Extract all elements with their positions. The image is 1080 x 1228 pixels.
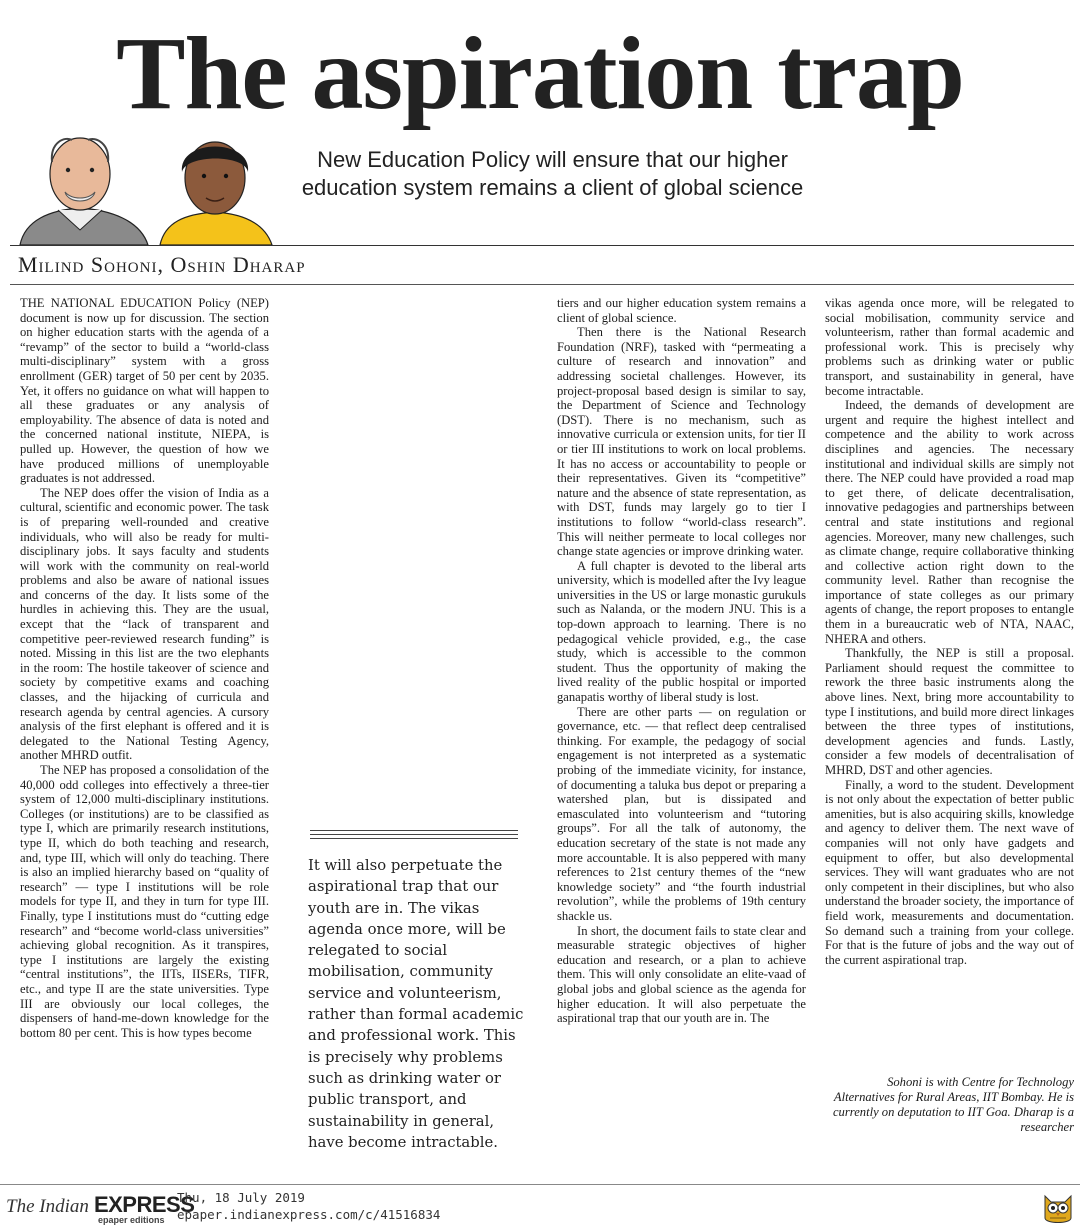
byline-rule	[10, 284, 1074, 285]
pullquote-rule	[310, 834, 518, 835]
paragraph: tiers and our higher education system remains a client of global science.	[557, 296, 806, 325]
paragraph: The NEP has proposed a consolidation of the 40,000 odd colleges into effectively a three-tier system of 12,000 multi-disciplinary institutions. Colleges (or institutions) are to be classified as type I, which are primarily research institutions, type II, which do both teaching and research, and, type III, which will only do teaching. There is also an implied hierarchy based on “quality of research” — type I institutions will be role models for type II, and they in turn for type III. Finally, type I institutions must do “cutting edge research” and “become world-class universities” achieving global recognition. As it transpires, type I institutions are largely the existing “central institutions”, the IITs, IISERs, TIFR, etc., and type II are the state universities. Type III are obviously our local colleges, the dispensers of hand-me-down knowledge for the bottom 80 per cent. This is how types become	[20, 763, 269, 1040]
paragraph: Indeed, the demands of development are urgent and require the highest intellect and competence and the ability to work across disciplines and agencies. The necessary institutional and individual skills are simply not there. The NEP could have provided a road map to get there, of delicate decentralisation, innovative pedagogies and partnerships between central and state institutions and regional agencies. Moreover, many new challenges, such as climate change, require collaborative thinking and collective action right down to the community level. Rather than recognise the importance of state colleges as our primary agents of change, the report proposes to entangle them in a bureaucratic web of NTA, NAAC, NHERA and others.	[825, 398, 1074, 646]
headline: The aspiration trap	[116, 16, 964, 131]
byline: Milind Sohoni, Oshin Dharap	[18, 252, 306, 277]
paragraph: The NEP does offer the vision of India as a cultural, scientific and economic power. The task is of preparing well-rounded and creative individuals, who will also be ready for multi-disciplinary jobs. It says faculty and students will work with the community on real-world problems and also be aware of national issues and concerns of the day. It lists some of the hurdles in achieving this. They are the usual, except that the “lack of transparent and competitive peer-reviewed research funding” is noted. Missing in this list are the two elephants in the room: The hostile takeover of science and society by competitive exams and coaching classes, and the hijacking of curricula and research agenda by central agencies. A cursory analysis of the first elephant is offered and it is delegated to the National Testing Agency, another MHRD outfit.	[20, 485, 269, 763]
paragraph: There are other parts — on regulation or governance, etc. — that reflect deep centralised thinking. For example, the pedagogy of social engagement is not interpreted as a systematic probing of the immediate vicinity, for instance, of documenting a taluka bus depot or preparing a watershed plan, but is dissipated and emasculated into volunteerism and “tutoring groups”. For all the talk of autonomy, the education secretary of the state is not made any more accountable. It is also peppered with many references to 21st century themes of the “new knowledge society” and “the fourth industrial revolution”, while the problems of 19th century shackle us.	[557, 704, 806, 923]
footer-url[interactable]: epaper.indianexpress.com/c/41516834	[177, 1207, 441, 1222]
paragraph: In short, the document fails to state clear and measurable strategic objectives of higher education and research, or a plan to achieve them. This will only consolidate an elite-vaad of global jobs and global science as the agenda for higher education. It will also perpetuate the aspirational trap that our youth are in. The	[557, 923, 806, 1026]
article-column-3	[557, 296, 806, 1142]
paragraph: A full chapter is devoted to the liberal arts university, which is modelled after the Ivy league universities in the US or large monastic gurukuls such as Nalanda, or the modern JNU. This is a top-down approach to learning. There is no pedagogical vehicle provided, e.g., the case study, which is accessible to the common student. Thus the opportunity of making the lived reality of the public hospital or imported ganapatis worthy of liberal study is lost.	[557, 558, 806, 705]
author-bio: Sohoni is with Centre for Technology Alternatives for Rural Areas, IIT Bombay. He is currently on deputation to IIT Goa. Dharap is a researcher	[832, 1075, 1074, 1134]
logo-the: The Indian	[6, 1196, 89, 1217]
footer-rule	[0, 1184, 1080, 1185]
paragraph: Thankfully, the NEP is still a proposal. Parliament should request the committee to rework the three basic instruments along the above lines. Next, bring more accountability to type I institutions, and build more direct linkages between the three types of institutions, development agencies and funds. Lastly, consider a few models of decentralisation of MHRD, DST and other agencies.	[825, 646, 1074, 777]
pull-quote: It will also perpetuate the aspirational trap that our youth are in. The vikas agenda once more, will be relegated to social mobilisation, community service and volunteerism, rather than formal academic and professional work. This is precisely why problems such as drinking water or public transport, and sustainability in general, have become intractable.	[308, 857, 524, 1151]
author-illustration	[10, 132, 275, 245]
pullquote-rule	[310, 830, 518, 831]
footer-date: Thu, 18 July 2019	[177, 1190, 305, 1205]
logo-express: EXPRESS	[93, 1192, 195, 1217]
indian-express-logo[interactable]	[6, 1192, 195, 1225]
paragraph: Then there is the National Research Foundation (NRF), tasked with “permeating a culture of research and innovation” and addressing societal challenges. However, its project-proposal based design is similar to say, the Department of Science and Technology (DST). There is no mechanism, such as innovative curricula or extension units, for tier II or tier III institutions to work on local problems. It has no access or accountability to people or their representatives. Given its “competitive” nature and the absence of state representation, as with DST, funds may largely go to tier I institutions to follow “world-class research”. This will neither permeate to local colleges nor change state agencies or improve drinking water.	[557, 325, 806, 559]
paragraph: THE NATIONAL EDUCATION Policy (NEP) document is now up for discussion. The section on higher education starts with the agenda of a “revamp” of the sector to build a “world-class multi-disciplinary” system with a gross enrollment (GER) target of 50 per cent by 2035. Yet, it offers no guidance on what will happen to all these graduates or any analysis of employability. The absence of data is noted and the concerned national institute, NIEPA, is pulled up. However, the question of how we have produced millions of unemployable graduates is not addressed.	[20, 296, 269, 486]
header-rule	[10, 245, 1074, 246]
subheadline: New Education Policy will ensure that our higher education system remains a client of global science	[301, 147, 804, 200]
article-column-1	[20, 296, 269, 1142]
article-column-4	[825, 296, 1074, 1066]
paragraph: Finally, a word to the student. Development is not only about the expectation of better public amenities, but is also acquiring skills, knowledge and agency to deliver them. The next wave of companies will not only have gadgets and equipment to offer, but also developmental services. They will want graduates who are not only competent in their disciplines, but who also understand the broader society, the importance of field work, measurements and documentation. So demand such a training from your college. For that is the future of jobs and the way out of the current aspirational trap.	[825, 777, 1074, 967]
owl-icon[interactable]	[1041, 1188, 1075, 1226]
logo-edition: epaper editions	[98, 1215, 165, 1225]
paragraph: vikas agenda once more, will be relegated to social mobilisation, community service and volunteerism, rather than formal academic and professional work. This is precisely why problems such as drinking water or public transport, and sustainability in general, have become intractable.	[825, 296, 1074, 398]
pullquote-rule	[310, 838, 518, 839]
